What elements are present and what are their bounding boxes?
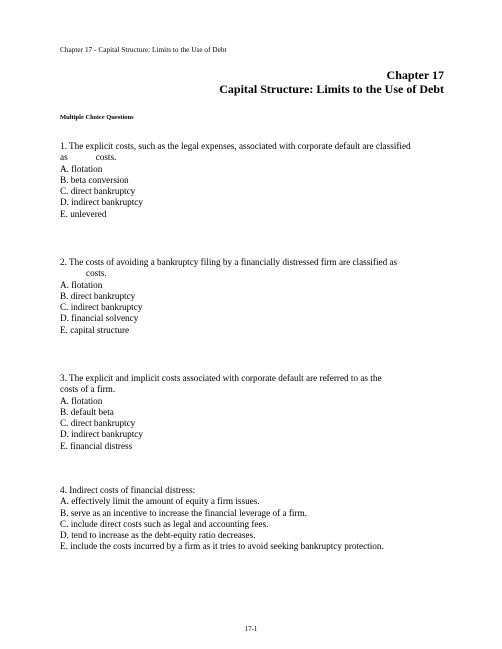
chapter-number: Chapter 17 [386, 68, 444, 82]
question-stem-suffix: costs of a firm. [60, 384, 116, 395]
question-stem-continued [60, 152, 444, 163]
question-stem: 3. The explicit and implicit costs associated with corporate default are referred to as the [60, 373, 382, 383]
answer-option: C. indirect bankruptcy [60, 302, 143, 313]
question-stem-suffix: costs. [95, 152, 117, 163]
question-4 [60, 485, 460, 553]
answer-option: C. direct bankruptcy [60, 418, 136, 429]
answer-option: B. serve as an incentive to increase the financial leverage of a firm. [60, 507, 307, 518]
answer-option: D. indirect bankruptcy [60, 429, 143, 440]
chapter-heading [219, 68, 444, 96]
answer-option: D. tend to increase as the debt-equity ratio decreases. [60, 530, 256, 541]
answer-option: D. indirect bankruptcy [60, 197, 143, 208]
answer-option: A. flotation [60, 395, 103, 406]
answer-option: E. capital structure [60, 324, 130, 335]
answer-option: C. include direct costs such as legal and accounting fees. [60, 518, 269, 529]
question-stem-suffix: costs. [86, 268, 107, 279]
answer-option: E. financial distress [60, 440, 133, 451]
answer-option: C. direct bankruptcy [60, 186, 136, 197]
question-stem: 4. Indirect costs of financial distress: [60, 485, 196, 495]
answer-option: A. effectively limit the amount of equity a firm issues. [60, 496, 260, 507]
question-stem: 1. The explicit costs, such as the legal expenses, associated with corporate default are classified [60, 141, 411, 151]
question-2 [60, 257, 444, 336]
section-label: Multiple Choice Questions [60, 114, 134, 121]
question-3 [60, 373, 444, 452]
question-stem: 2. The costs of avoiding a bankruptcy filing by a financially distressed firm are classified as [60, 257, 398, 267]
running-header: Chapter 17 - Capital Structure: Limits to the Use of Debt [60, 46, 227, 54]
answer-option: B. beta conversion [60, 174, 129, 185]
answer-option: B. direct bankruptcy [60, 290, 136, 301]
answer-option: E. include the costs incurred by a firm as it tries to avoid seeking bankruptcy protection. [60, 541, 384, 552]
chapter-title: Capital Structure: Limits to the Use of Debt [219, 82, 444, 96]
answer-option: E. unlevered [60, 208, 107, 219]
answer-option: A. flotation [60, 279, 103, 290]
answer-option: D. financial solvency [60, 313, 139, 324]
question-1 [60, 141, 444, 220]
page-number: 17-1 [244, 625, 258, 633]
answer-option: A. flotation [60, 163, 103, 174]
answer-option: B. default beta [60, 406, 114, 417]
question-stem-prefix: as [60, 152, 68, 163]
